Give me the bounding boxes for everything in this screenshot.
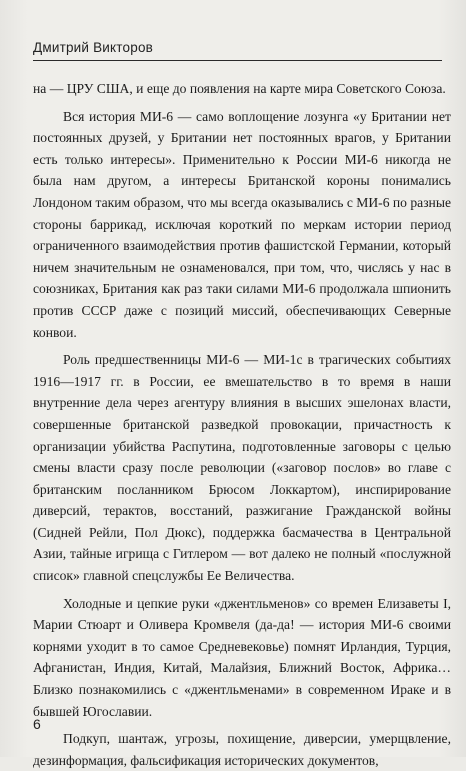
- page-number: 6: [33, 716, 41, 732]
- paragraph-continuation: на — ЦРУ США, и еще до появления на карте мира Советского Союза.: [33, 81, 446, 96]
- paragraph: Вся история МИ-6 — само воплощение лозунга «у Британии нет постоянных друзей, у Британии нет постоянных врагов, у Британии есть только интересы». Применительно к России МИ-6 никогда не была нам другом, а интересы Британской короны понимались Лондоном таким образом, что мы всегда оказывались с МИ-6 по разные стороны баррикад, исключая короткий по меркам истории период ограниченного взаимодействия против фашистской Германии, который ничем значительным не ознаменовался, при том, что, числясь у нас в союзниках, Британия как раз таки силами МИ-6 продолжала шпионить против СССР даже с позиций миссий, обеспечивающих Северные конвои.: [33, 108, 452, 340]
- paragraph: Роль предшественницы МИ-6 — МИ-1с в трагических событиях 1916—1917 гг. в России, ее вмешательство в то время в наши внутренние дела через агентуру влияния в высших эшелонах власти, совершенные британской разведкой провокации, причастность к организации убийства Распутина, подготовленные заговоры с целью смены власти сразу после революции («заговор послов» во главе с британским посланником Брюсом Локкартом), инспирирование диверсий, терактов, восстаний, разжигание Гражданской войны (Сидней Рейли, Пол Дюкс), поддержка басмачества в Центральной Азии, тайные игрища с Гитлером — вот далеко не полный «послужной список» главной спецслужбы Ее Величества.: [33, 352, 451, 584]
- paragraph: Подкуп, шантаж, угрозы, похищение, диверсии, умерщвление, дезинформация, фальсификация исторических документов,: [33, 731, 451, 768]
- header-rule: [33, 60, 442, 61]
- body-text: [33, 78, 451, 771]
- running-header-author: Дмитрий Викторов: [33, 40, 154, 55]
- paragraph: Холодные и цепкие руки «джентльменов» со времен Елизаветы I, Марии Стюарт и Оливера Кромвеля (да-да! — история МИ-6 своими корнями уходит в то самое Средневековье) помнят Ирландия, Турция, Афганистан, Индия, Китай, Малайзия, Ближний Восток, Африка… Близко познакомились с «джентльменами» в современном Ираке и в бывшей Югославии.: [33, 595, 451, 719]
